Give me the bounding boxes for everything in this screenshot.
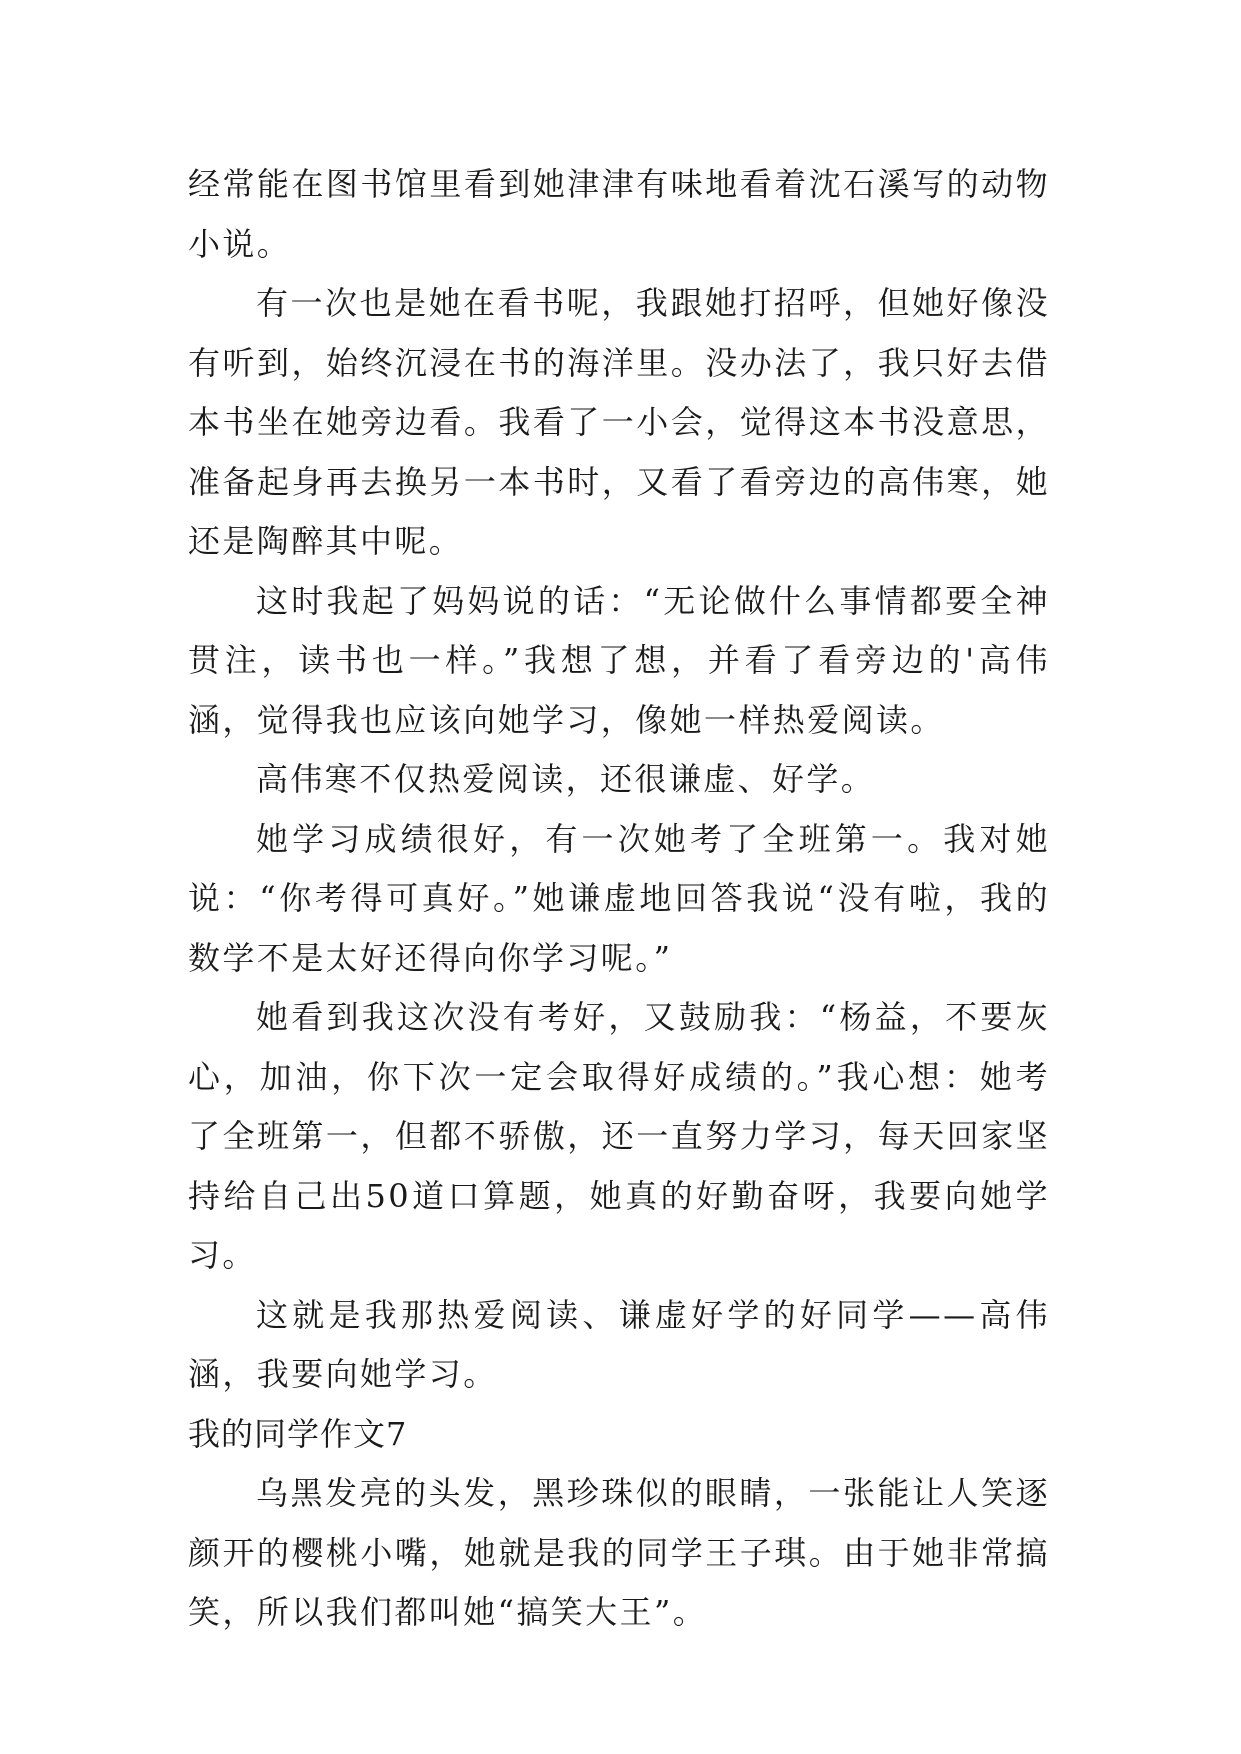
paragraph-encouragement: 她看到我这次没有考好，又鼓励我：“杨益，不要灰心，加油，你下次一定会取得好成绩的。”我心想：她考了全班第一，但都不骄傲，还一直努力学习，每天回家坚持给自己出50道口算题，她真的好勤奋呀，我要向她学习。 xyxy=(188,998,1050,1274)
paragraph-essay7-intro: 乌黑发亮的头发，黑珍珠似的眼睛，一张能让人笑逐颜开的樱桃小嘴，她就是我的同学王子琪。由于她非常搞笑，所以我们都叫她“搞笑大王”。 xyxy=(188,1474,1050,1631)
paragraph-mother-advice: 这时我起了妈妈说的话：“无论做什么事情都要全神贯注，读书也一样。”我想了想，并看了看旁边的'高伟涵，觉得我也应该向她学习，像她一样热爱阅读。 xyxy=(188,581,1050,739)
paragraph-modest-summary: 高伟寒不仅热爱阅读，还很谦虚、好学。 xyxy=(256,760,876,798)
paragraph-first-in-class: 她学习成绩很好，有一次她考了全班第一。我对她说：“你考得可真好。”她谦虚地回答我说“没有啦，我的数学不是太好还得向你学习呢。” xyxy=(188,819,1050,977)
essay-heading: 我的同学作文7 xyxy=(188,1414,408,1453)
paragraph-conclusion: 这就是我那热爱阅读、谦虚好学的好同学——高伟涵，我要向她学习。 xyxy=(188,1295,1050,1393)
document-body xyxy=(188,155,1050,1643)
paragraph-library-story: 有一次也是她在看书呢，我跟她打招呼，但她好像没有听到，始终沉浸在书的海洋里。没办法了，我只好去借本书坐在她旁边看。我看了一小会，觉得这本书没意思，准备起身再去换另一本书时，又看了看旁边的高伟寒，她还是陶醉其中呢。 xyxy=(188,284,1050,560)
paragraph-continuation: 经常能在图书馆里看到她津津有味地看着沈石溪写的动物小说。 xyxy=(188,165,1050,263)
